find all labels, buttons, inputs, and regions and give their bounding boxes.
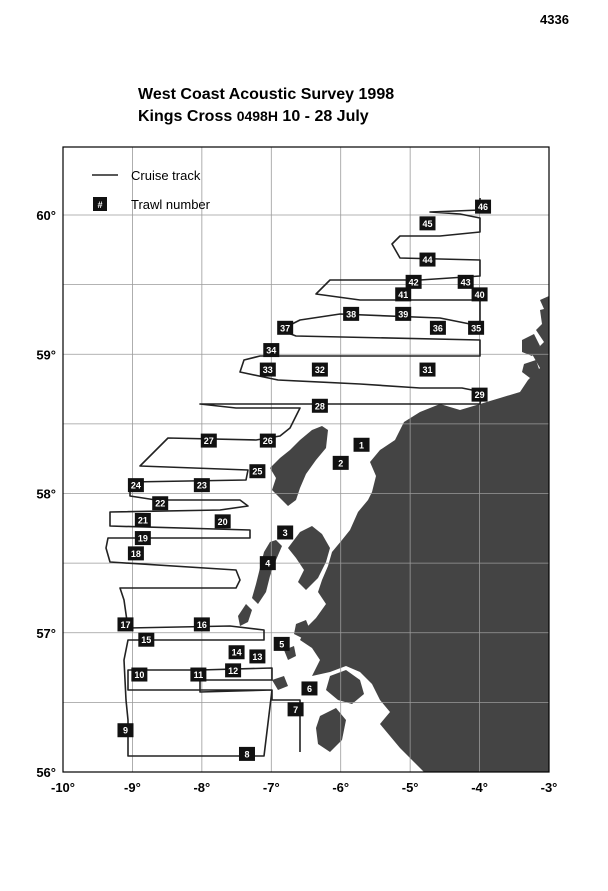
trawl-marker xyxy=(263,343,279,357)
trawl-marker-number: 36 xyxy=(432,323,443,334)
latitude-tick-label: 56° xyxy=(36,765,56,780)
trawl-marker xyxy=(201,434,217,448)
trawl-marker xyxy=(420,363,436,377)
trawl-marker-number: 34 xyxy=(266,345,277,356)
longitude-labels xyxy=(51,780,557,795)
trawl-marker xyxy=(239,747,255,761)
trawl-marker xyxy=(117,617,133,631)
trawl-marker xyxy=(128,478,144,492)
document-id: 4336 xyxy=(540,12,569,27)
longitude-tick-label: -8° xyxy=(193,780,211,795)
trawl-marker-number: 15 xyxy=(141,635,152,646)
trawl-marker xyxy=(395,307,411,321)
longitude-tick-label: -6° xyxy=(332,780,350,795)
trawl-marker xyxy=(277,525,293,539)
trawl-marker-number: 1 xyxy=(359,440,365,451)
latitude-tick-label: 58° xyxy=(36,486,56,502)
trawl-marker xyxy=(128,546,144,560)
trawl-marker xyxy=(288,702,304,716)
vessel-name: Kings Cross xyxy=(138,108,233,125)
trawl-marker xyxy=(420,253,436,267)
trawl-marker-number: 28 xyxy=(314,401,325,412)
trawl-marker-number: 38 xyxy=(346,309,357,320)
trawl-marker-number: 29 xyxy=(474,390,485,401)
trawl-marker xyxy=(260,556,276,570)
trawl-marker xyxy=(354,438,370,452)
trawl-marker xyxy=(249,464,265,478)
trawl-marker-number: 16 xyxy=(196,619,207,630)
trawl-marker-number: 24 xyxy=(130,480,141,491)
trawl-marker xyxy=(472,388,488,402)
trawl-marker-number: 33 xyxy=(262,365,273,376)
trawl-marker-number: 17 xyxy=(120,619,131,630)
latitude-tick-label: 60° xyxy=(36,208,56,223)
trawl-marker-number: 43 xyxy=(460,277,471,288)
trawl-marker-number: 27 xyxy=(203,436,214,447)
trawl-marker xyxy=(249,649,265,663)
survey-code: 0498H xyxy=(236,108,278,124)
trawl-marker xyxy=(472,287,488,301)
trawl-marker-number: 14 xyxy=(231,647,242,658)
trawl-marker xyxy=(458,275,474,289)
latitude-tick-label: 59° xyxy=(36,347,56,363)
trawl-marker xyxy=(215,514,231,528)
trawl-marker xyxy=(395,287,411,301)
trawl-marker xyxy=(312,399,328,413)
trawl-marker-number: 5 xyxy=(279,639,285,650)
trawl-marker xyxy=(138,633,154,647)
survey-dates: 10 - 28 July xyxy=(282,108,369,125)
legend xyxy=(92,168,211,212)
trawl-marker xyxy=(194,478,210,492)
legend-cruise-track-label: Cruise track xyxy=(131,168,201,183)
trawl-marker-number: 31 xyxy=(422,365,433,376)
trawl-marker-number: 23 xyxy=(196,480,207,491)
small-isles xyxy=(272,620,310,690)
trawl-marker xyxy=(406,275,422,289)
longitude-tick-label: -3° xyxy=(540,780,558,795)
trawl-marker-number: 10 xyxy=(134,670,145,681)
barra xyxy=(238,604,252,626)
trawl-marker-number: 6 xyxy=(306,683,312,694)
trawl-marker xyxy=(135,513,151,527)
trawl-marker xyxy=(430,321,446,335)
trawl-marker-number: 19 xyxy=(137,533,148,544)
trawl-marker xyxy=(225,663,241,677)
trawl-marker xyxy=(333,456,349,470)
trawl-marker xyxy=(131,668,147,682)
trawl-marker-number: 18 xyxy=(130,548,141,559)
trawl-marker xyxy=(152,496,168,510)
isle-of-mull xyxy=(326,670,364,704)
trawl-marker-number: 41 xyxy=(398,289,409,300)
trawl-marker xyxy=(135,531,151,545)
trawl-marker-number: 12 xyxy=(228,665,239,676)
longitude-tick-label: -7° xyxy=(262,780,280,795)
trawl-marker-number: 7 xyxy=(293,704,299,715)
legend-trawl-number-label: Trawl number xyxy=(131,197,210,212)
trawl-marker xyxy=(343,307,359,321)
trawl-marker-number: 26 xyxy=(262,436,273,447)
longitude-tick-label: -9° xyxy=(124,780,141,795)
trawl-marker xyxy=(190,668,206,682)
latitude-labels xyxy=(36,208,56,780)
trawl-marker xyxy=(194,617,210,631)
longitude-tick-label: -10° xyxy=(51,780,75,795)
trawl-marker-number: 46 xyxy=(478,202,489,213)
trawl-marker-number: 37 xyxy=(280,323,291,334)
islay-jura xyxy=(316,708,346,752)
trawl-marker-number: 20 xyxy=(217,516,228,527)
trawl-marker xyxy=(260,363,276,377)
longitude-tick-label: -4° xyxy=(471,780,488,795)
trawl-marker xyxy=(274,637,290,651)
trawl-marker-number: 32 xyxy=(314,365,325,376)
trawl-marker-number: 13 xyxy=(252,651,263,662)
trawl-marker-number: 8 xyxy=(244,749,250,760)
trawl-marker-number: 9 xyxy=(122,725,128,736)
trawl-marker-number: 39 xyxy=(398,309,409,320)
outer-hebrides-north xyxy=(270,426,328,506)
trawl-marker-number: 45 xyxy=(422,218,433,229)
map-title: West Coast Acoustic Survey 1998 xyxy=(138,86,395,103)
trawl-marker-number: 22 xyxy=(155,498,166,509)
trawl-marker-number: 35 xyxy=(471,323,482,334)
trawl-marker-number: 42 xyxy=(408,277,419,288)
trawl-marker-number: 21 xyxy=(137,515,148,526)
trawl-marker-number: 44 xyxy=(422,255,433,266)
trawl-marker xyxy=(301,681,317,695)
trawl-marker-number: 3 xyxy=(282,527,288,538)
longitude-tick-label: -5° xyxy=(401,780,419,795)
trawl-marker xyxy=(420,216,436,230)
trawl-marker-number: 25 xyxy=(252,466,263,477)
trawl-marker-number: 4 xyxy=(265,558,271,569)
trawl-marker-number: 40 xyxy=(474,289,485,300)
latitude-tick-label: 57° xyxy=(36,625,56,641)
trawl-marker xyxy=(312,363,328,377)
trawl-marker xyxy=(117,723,133,737)
trawl-marker xyxy=(229,645,245,659)
outer-hebrides-south xyxy=(252,540,282,604)
trawl-marker xyxy=(260,434,276,448)
trawl-marker xyxy=(468,321,484,335)
trawl-marker-number: 2 xyxy=(338,458,344,469)
trawl-marker xyxy=(475,200,491,214)
legend-trawl-symbol-glyph: # xyxy=(97,200,103,210)
trawl-marker-number: 11 xyxy=(193,670,204,681)
trawl-marker xyxy=(277,321,293,335)
